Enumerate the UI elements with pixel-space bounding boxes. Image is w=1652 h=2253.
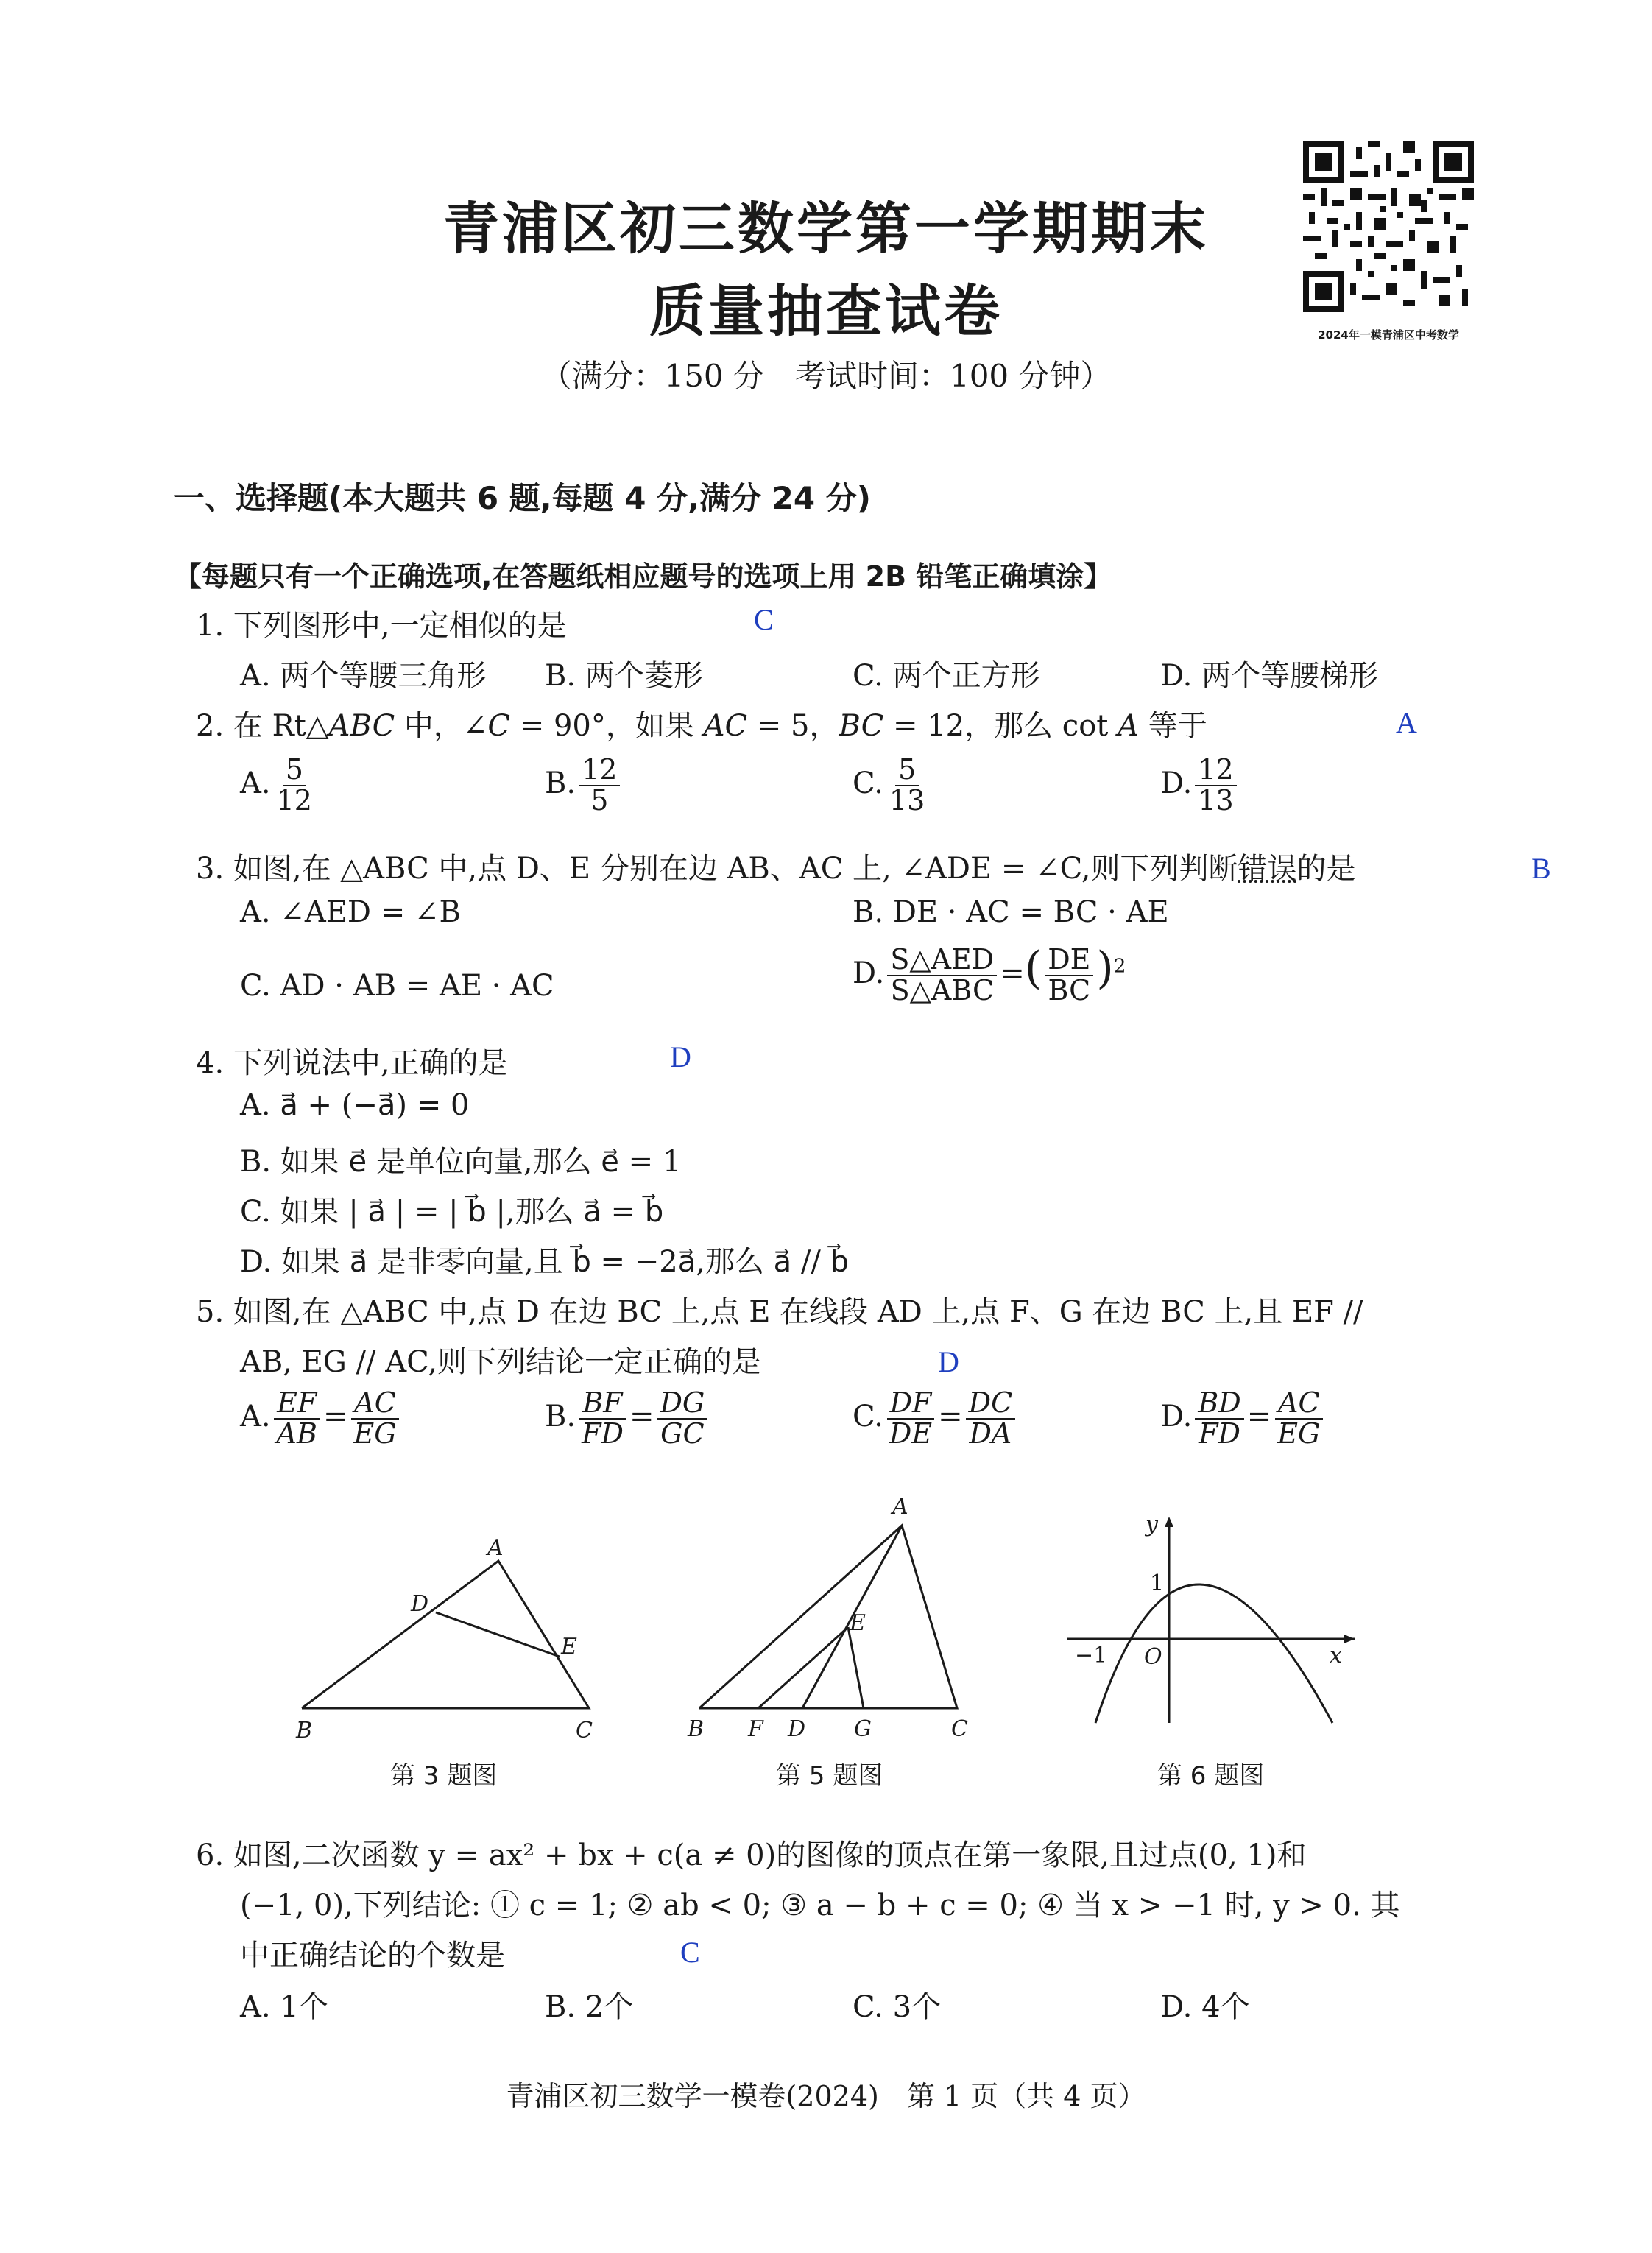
q3-option-b: B. DE · AC = BC · AE <box>853 895 1169 929</box>
q5-option-a: A. $\frac{EF}{AB}$ = $\frac{AC}{EG}$ <box>240 1389 403 1449</box>
q2-stem: 2. 在 Rt△ABC 中，∠C = 90°，如果 AC = 5，BC = 12，那么 cot A 等于 <box>196 709 1207 743</box>
q6-option-b: B. 2个 <box>545 1990 634 2024</box>
fig5-label-a: A <box>892 1494 908 1520</box>
q5-stem-line2: AB, EG // AC,则下列结论一定正确的是 <box>240 1345 762 1379</box>
q6-option-c: C. 3个 <box>853 1990 942 2024</box>
q5-option-c: C. $\frac{DF}{DE}$ = $\frac{DC}{DA}$ <box>853 1389 1018 1449</box>
q5-option-b: B. $\frac{BF}{FD}$ = $\frac{DG}{GC}$ <box>545 1389 710 1449</box>
fig3-label-a: A <box>487 1535 504 1561</box>
fig6-label-origin: O <box>1144 1644 1162 1670</box>
q2-answer: A <box>1396 706 1417 739</box>
fig5-label-c: C <box>951 1716 968 1738</box>
q1-option-c: C. 两个正方形 <box>853 659 1040 693</box>
fig5-label-e: E <box>850 1610 866 1636</box>
q1-option-a: A. 两个等腰三角形 <box>240 659 487 693</box>
q1-answer: C <box>754 603 774 636</box>
fig6-label-one: 1 <box>1150 1570 1165 1596</box>
q4-option-a: A. a⃗ + (−a⃗) = 0 <box>240 1088 470 1122</box>
fig3-caption: 第 3 题图 <box>390 1761 498 1791</box>
q4-option-b: B. 如果 e⃗ 是单位向量,那么 e⃗ = 1 <box>240 1145 682 1179</box>
q2-option-a: A. $\frac{5}{12}$ <box>240 753 312 817</box>
fig6-label-x: x <box>1330 1643 1342 1668</box>
figure-q3 <box>280 1524 618 1738</box>
fig5-caption: 第 5 题图 <box>776 1761 883 1791</box>
fig3-label-b: B <box>296 1718 313 1738</box>
q2-option-d: D. $\frac{12}{13}$ <box>1160 755 1240 816</box>
q3-emphasis: 错误 <box>1238 852 1297 886</box>
q4-option-d: D. 如果 a⃗ 是非零向量,且 b⃗ = −2a⃗,那么 a⃗ // b⃗ <box>240 1245 849 1279</box>
figure-q6 <box>1060 1509 1369 1730</box>
qr-caption: 2024年一模青浦区中考数学 <box>1318 328 1459 342</box>
fig5-label-g: G <box>854 1716 872 1738</box>
qr-code <box>1303 141 1474 312</box>
q5-stem-line1: 5. 如图,在 △ABC 中,点 D 在边 BC 上,点 E 在线段 AD 上,点 F、G 在边 BC 上,且 EF // <box>196 1295 1363 1329</box>
q4-answer: D <box>670 1040 691 1073</box>
q3-option-a: A. ∠AED = ∠B <box>240 895 461 929</box>
q6-answer: C <box>680 1936 700 1969</box>
q1-option-d: D. 两个等腰梯形 <box>1160 659 1379 693</box>
q3-stem: 3. 如图,在 △ABC 中,点 D、E 分别在边 AB、AC 上, ∠ADE = ∠C,则下列判断错误的是 <box>196 852 1356 886</box>
q3-answer: B <box>1531 852 1551 885</box>
q6-option-a: A. 1个 <box>240 1990 328 2024</box>
q4-option-c: C. 如果 | a⃗ | = | b⃗ |,那么 a⃗ = b⃗ <box>240 1195 664 1229</box>
q6-stem-line3: 中正确结论的个数是 <box>240 1939 505 1972</box>
q1-stem: 1. 下列图形中,一定相似的是 <box>196 609 567 643</box>
q6-stem-line2: (−1, 0),下列结论: ① c = 1; ② ab < 0; ③ a − b + c = 0; ④ 当 x > −1 时, y > 0. 其 <box>240 1889 1400 1922</box>
section-heading: 一、选择题(本大题共 6 题,每题 4 分,满分 24 分) <box>174 480 871 516</box>
q2-option-c: C. $\frac{5}{13}$ <box>853 753 925 817</box>
exam-info: （满分：150 分 考试时间：100 分钟） <box>540 358 1112 394</box>
fig6-label-y: y <box>1146 1512 1158 1537</box>
q1-option-b: B. 两个菱形 <box>545 659 703 693</box>
q4-stem: 4. 下列说法中,正确的是 <box>196 1046 508 1080</box>
figure-q5 <box>677 1487 986 1738</box>
q3-option-d: D. $\frac{\text{S△AED}}{\text{S△ABC}}$ =( $\frac{DE}{BC}$ )$^2$ <box>853 942 1126 1006</box>
fig3-label-e: E <box>561 1634 577 1660</box>
q6-option-d: D. 4个 <box>1160 1990 1250 2024</box>
fig6-caption: 第 6 题图 <box>1157 1761 1265 1791</box>
q5-answer: D <box>938 1345 959 1378</box>
q3-option-c: C. AD · AB = AE · AC <box>240 969 554 1003</box>
fig3-label-d: D <box>411 1591 429 1617</box>
fig5-label-d: D <box>788 1716 806 1738</box>
fig5-label-f: F <box>748 1716 763 1738</box>
fig6-label-minus-one: −1 <box>1075 1643 1108 1668</box>
section-instruction: 【每题只有一个正确选项,在答题纸相应题号的选项上用 2B 铅笔正确填涂】 <box>174 560 1112 593</box>
fig3-label-c: C <box>576 1718 593 1738</box>
page-subtitle-title: 质量抽查试卷 <box>649 278 1003 344</box>
fig5-label-b: B <box>688 1716 705 1738</box>
qr-code-graphic <box>1303 141 1474 312</box>
q5-option-d: D. $\frac{BD}{FD}$ = $\frac{AC}{EG}$ <box>1160 1389 1326 1449</box>
page-footer: 青浦区初三数学一模卷(2024) 第 1 页（共 4 页） <box>506 2080 1146 2112</box>
q6-stem-line1: 6. 如图,二次函数 y = ax² + bx + c(a ≠ 0)的图像的顶点在第一象限,且过点(0, 1)和 <box>196 1838 1307 1872</box>
q2-option-b: B. $\frac{12}{5}$ <box>545 755 623 816</box>
page-title: 青浦区初三数学第一学期期末 <box>443 196 1209 261</box>
